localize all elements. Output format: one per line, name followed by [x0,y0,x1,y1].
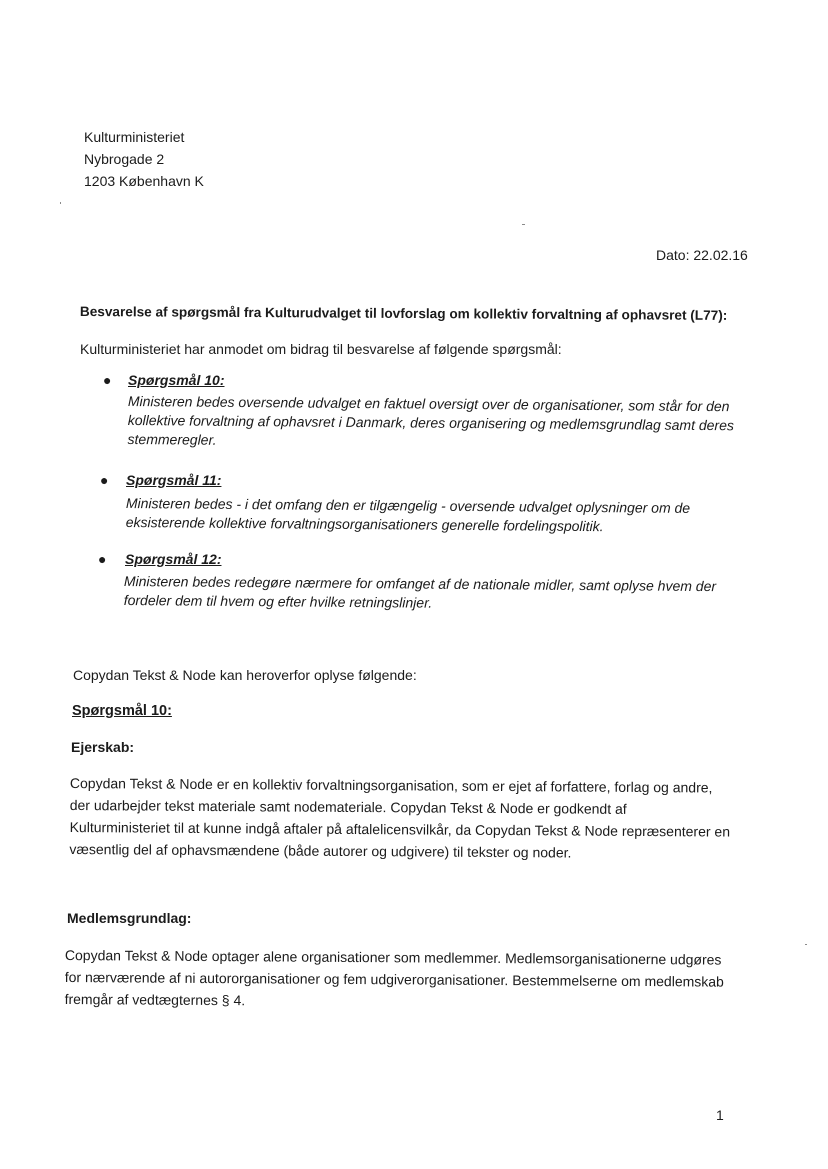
scan-speck [805,944,807,945]
membership-heading: Medlemsgrundlag: [67,910,192,926]
recipient-name: Kulturministeriet [84,129,185,145]
question-10-line: stemmeregler. [127,430,217,448]
membership-line: Copydan Tekst & Node optager alene organisationer som medlemmer. Medlemsorganisationerne udgøres [64,946,722,968]
answer-heading: Spørgsmål 10: [72,703,172,719]
question-10-text [128,392,735,454]
scan-speck [522,224,525,225]
bullet-icon: ● [103,372,112,388]
membership-line: for nærværende af ni autororganisationer og fem udgiverorganisationer. Bestemmelserne om medlemskab [64,968,724,990]
ownership-heading: Ejerskab: [71,739,135,755]
subject-heading: Besvarelse af spørgsmål fra Kulturudvalget til lovforslag om kollektiv forvaltning af ophavsret (L77): [79,303,728,323]
bullet-icon: ● [100,472,109,488]
question-12-line: Ministeren bedes redegøre nærmere for omfanget af de nationale midler, samt oplyse hvem der [123,572,717,595]
answer-intro: Copydan Tekst & Node kan heroverfor oplyse følgende: [73,667,417,683]
membership-paragraph [65,944,725,1015]
ownership-line: Copydan Tekst & Node er en kollektiv forvaltningsorganisation, som er ejet af forfattere, forlag og andre, [69,774,713,796]
document-date: Dato: 22.02.16 [656,247,748,263]
question-12-text [124,572,716,615]
page-number: 1 [716,1107,724,1123]
ownership-line: Kulturministeriet til at kunne indgå aftaler på aftalelicensvilkår, da Copydan Tekst & Node repræsenterer en [69,818,731,840]
bullet-icon: ● [98,551,107,567]
intro-text: Kulturministeriet har anmodet om bidrag til besvarelse af følgende spørgsmål: [80,341,562,357]
scan-speck [60,202,61,204]
question-10-line: Ministeren bedes oversende udvalget en faktuel oversigt over de organisationer, som står for den [127,392,730,415]
ownership-line: der udarbejder tekst materiale samt nodemateriale. Copydan Tekst & Node er godkendt af [69,796,627,817]
question-11-text [126,494,691,537]
ownership-paragraph [69,772,730,865]
recipient-street: Nybrogade 2 [84,151,165,167]
question-10-line: kollektive forvaltning af ophavsret i Danmark, deres organisering og medlemsgrundlag samt deres [127,411,735,434]
question-10-label: Spørgsmål 10: [128,372,225,388]
question-11-label: Spørgsmål 11: [126,472,222,488]
question-12-line: fordeler dem til hvem og efter hvilke retningslinjer. [123,591,433,611]
question-12-label: Spørgsmål 12: [125,551,222,567]
ownership-line: væsentlig del af ophavsmændene (både autorer og udgivere) til tekster og noder. [69,840,572,861]
question-11-line: eksisterende kollektive forvaltningsorganisationers generelle fordelingspolitik. [125,513,604,535]
recipient-city: 1203 København K [84,173,204,189]
question-11-line: Ministeren bedes - i det omfang den er tilgængelig - oversende udvalget oplysninger om de [125,494,691,516]
membership-line: fremgår af vedtægternes § 4. [64,990,246,1009]
